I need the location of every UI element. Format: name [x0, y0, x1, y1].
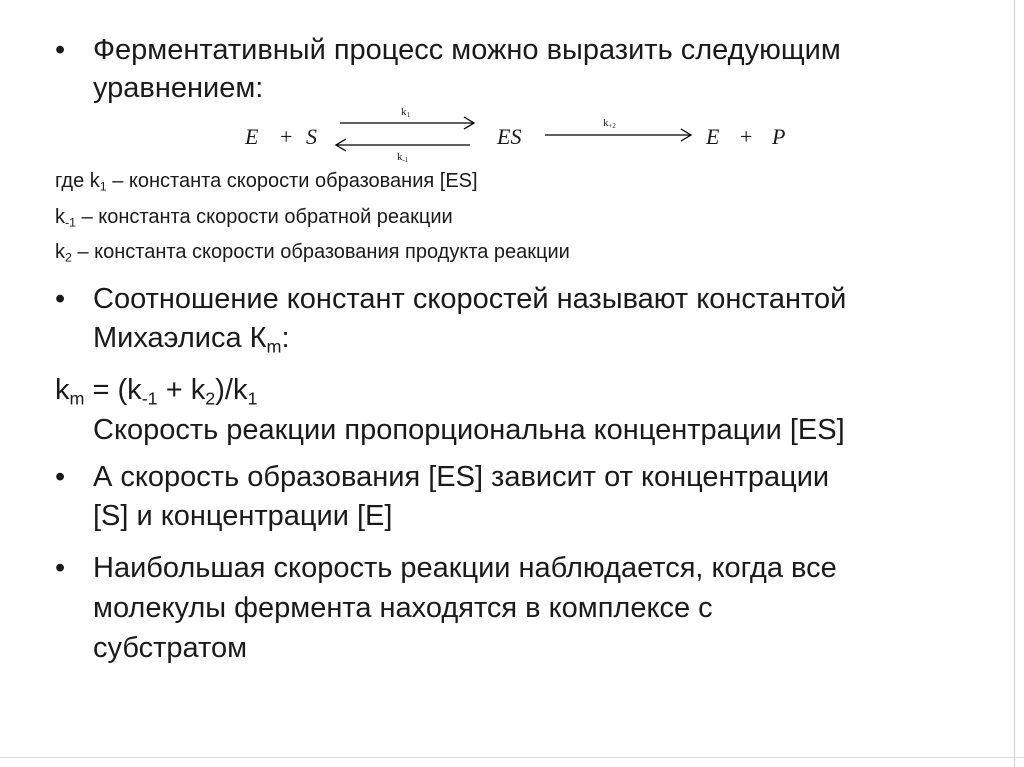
rate-constant-k-minus-1: $k_{-1}$ [397, 151, 409, 165]
forward-arrow [541, 114, 701, 144]
paragraph-5-line-3: субстратом [93, 632, 248, 664]
equation-enzyme: E [245, 124, 259, 149]
paragraph-1-line-2: уравнением: [93, 72, 264, 104]
slide-border-right [1014, 0, 1015, 767]
slide-border-bottom [0, 757, 1024, 758]
equation-enzyme-product: E [706, 124, 720, 149]
rate-constant-k2: $k_{+2}$ [603, 117, 616, 131]
bullet-marker: • [55, 461, 66, 493]
equation-complex: ES [497, 124, 522, 149]
bullet-marker: • [55, 552, 66, 584]
rate-constant-k1: $k_1$ [401, 106, 410, 120]
paragraph-5-line-2: молекулы фермента находятся в комплексе с [93, 592, 713, 624]
equation-plus: + [280, 124, 293, 149]
paragraph-3: Скорость реакции пропорциональна концентрации [ES] [93, 414, 845, 446]
paragraph-2-line-2: Михаэлиса $К_m$: [93, 322, 290, 357]
equation-substrate: S [306, 124, 317, 149]
paragraph-4-line-2: [S] и концентрации [E] [93, 500, 393, 532]
bullet-marker: • [55, 34, 66, 66]
equation-plus-2: + [740, 124, 753, 149]
definition-k2: $k_2$ – константа скорости образования продукта реакции [55, 241, 570, 265]
paragraph-5-line-1: Наибольшая скорость реакции наблюдается, когда все [93, 552, 837, 584]
paragraph-1-line-1: Ферментативный процесс можно выразить следующим [93, 34, 841, 66]
bullet-marker: • [55, 283, 66, 315]
paragraph-4-line-1: А скорость образования [ES] зависит от концентрации [93, 461, 830, 493]
definition-k1: где $k_1$ – константа скорости образования [ES] [55, 170, 478, 194]
paragraph-2-line-1: Соотношение констант скоростей называют константой [93, 283, 847, 315]
definition-k-minus-1: $k_{-1}$ – константа скорости обратной реакции [55, 206, 453, 230]
equation-product: P [772, 124, 786, 149]
michaelis-formula: $k_m = (k_{-1} + k_2)/k_1$ [55, 374, 258, 409]
